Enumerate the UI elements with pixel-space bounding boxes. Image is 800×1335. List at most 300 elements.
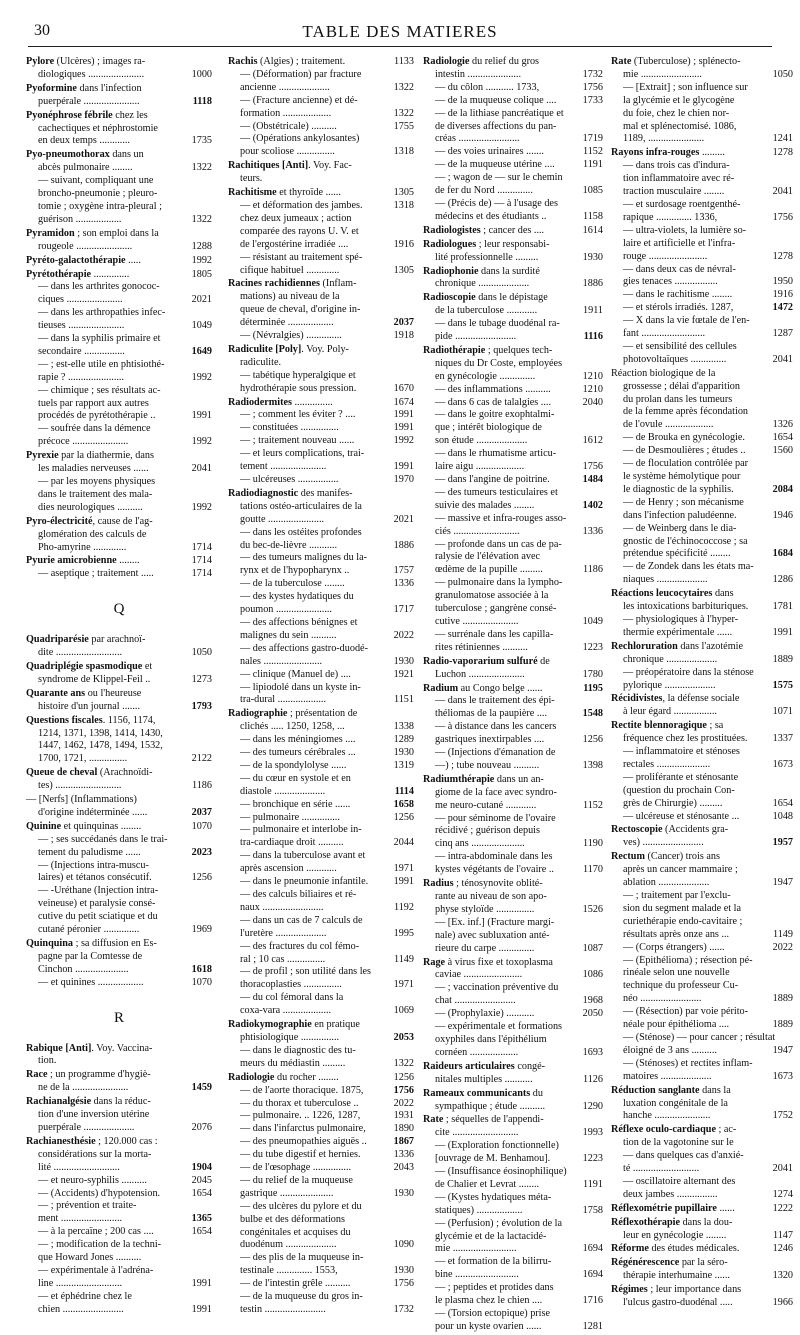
entry-text: deux jambes ................ bbox=[623, 1188, 718, 1200]
entry-text: — (Perfusion) ; évolution de la bbox=[435, 1217, 563, 1229]
index-line bbox=[228, 721, 414, 734]
index-line bbox=[611, 394, 793, 407]
entry-text: hanche ...................... bbox=[623, 1110, 711, 1122]
headword: Racines rachidiennes bbox=[228, 278, 320, 290]
entry-text: — et déformation des jambes. bbox=[240, 199, 363, 211]
entry-text: 1214, 1371, 1398, 1414, 1430, bbox=[38, 727, 163, 739]
index-line bbox=[611, 942, 793, 955]
index-entry bbox=[26, 255, 212, 268]
index-line bbox=[423, 904, 603, 917]
index-line bbox=[228, 1110, 414, 1123]
page-reference: 1957 bbox=[772, 837, 793, 849]
entry-text: — (Accidents) d'hypotension. bbox=[38, 1187, 161, 1199]
entry-text: clichés ..... 1250, 1258, ... bbox=[240, 721, 345, 733]
entry-text: — physiologiques à l'hyper- bbox=[623, 613, 739, 625]
index-line bbox=[423, 1114, 603, 1127]
index-line bbox=[228, 747, 414, 760]
headword: Quinquina bbox=[26, 938, 74, 949]
page-reference: 1256 bbox=[191, 872, 212, 884]
index-line bbox=[423, 371, 603, 384]
page-reference: 1049 bbox=[582, 615, 603, 627]
index-line bbox=[228, 656, 414, 669]
entry-text: Réflexe oculo-cardiaque ; ac- bbox=[611, 1124, 737, 1136]
page-reference: 1673 bbox=[772, 758, 793, 770]
entry-text: Rabique [Anti]. Voy. Vaccina- bbox=[26, 1042, 153, 1054]
index-line bbox=[423, 1205, 603, 1218]
entry-text: après ascension ............ bbox=[240, 863, 337, 875]
index-line bbox=[26, 1149, 212, 1162]
index-line bbox=[26, 135, 212, 148]
index-line bbox=[423, 133, 603, 146]
entry-text: — pulmonaire et interlobe in- bbox=[240, 824, 362, 836]
page-reference: 1991 bbox=[191, 410, 212, 422]
page-reference: 1719 bbox=[582, 133, 603, 145]
entry-text: — expérimentale et formations bbox=[435, 1021, 563, 1033]
index-line bbox=[611, 993, 793, 1006]
index-line bbox=[423, 292, 603, 305]
page-reference: 1950 bbox=[772, 276, 793, 288]
entry-text: Rectoscopie (Accidents gra- bbox=[611, 824, 729, 836]
entry-text: — dans le rachitisme ........ bbox=[623, 289, 733, 301]
entry-text: de diverses affections du pan- bbox=[435, 120, 557, 132]
entry-text: — (Prophylaxie) ........... bbox=[435, 1008, 535, 1020]
entry-text: — de la tuberculose ........ bbox=[240, 578, 345, 590]
entry-text: Rechloruration dans l'azotémie bbox=[611, 640, 743, 652]
entry-text: — constituées ............... bbox=[240, 422, 339, 434]
entry-text: dies neurologiques .......... bbox=[38, 501, 143, 513]
index-line bbox=[26, 740, 212, 753]
page-reference: 1971 bbox=[393, 979, 414, 991]
index-line bbox=[228, 1239, 414, 1252]
index-line bbox=[26, 1291, 212, 1304]
entry-text: Rate ; séquelles de l'appendi- bbox=[423, 1114, 544, 1126]
headword: Rachitiques [Anti] bbox=[228, 160, 309, 172]
index-entry bbox=[26, 821, 212, 937]
entry-text: Réflexométrie pupillaire ...... bbox=[611, 1202, 735, 1214]
page-reference: 1575 bbox=[772, 679, 793, 691]
index-line bbox=[228, 812, 414, 825]
index-line bbox=[228, 902, 414, 915]
entry-text: les maladies nerveuses ...... bbox=[38, 463, 149, 475]
index-line bbox=[26, 175, 212, 188]
index-line bbox=[423, 185, 603, 198]
entry-text: mie ......................... bbox=[435, 1243, 517, 1255]
entry-text: nales ....................... bbox=[240, 655, 323, 667]
entry-text: tuberculose ; gangrène consé- bbox=[435, 603, 557, 615]
entry-text: —) ; tube nouveau .......... bbox=[435, 759, 540, 771]
index-entry bbox=[423, 683, 603, 773]
entry-text: laires) et tétanos consécutif. bbox=[38, 872, 152, 884]
page-reference: 1256 bbox=[393, 811, 414, 823]
index-line bbox=[228, 239, 414, 252]
entry-text: Rachianesthésie ; 120.000 cas : bbox=[26, 1135, 158, 1147]
entry-text: traction musculaire ........ bbox=[623, 186, 725, 198]
entry-text: tement ...................... bbox=[240, 461, 327, 473]
index-line bbox=[228, 1005, 414, 1018]
index-line bbox=[26, 634, 212, 647]
page-reference: 2037 bbox=[393, 317, 414, 329]
entry-text: hydrothérapie sous pression. bbox=[240, 382, 357, 394]
entry-text: chronique .................... bbox=[435, 278, 530, 290]
index-line bbox=[228, 488, 414, 501]
headword: Réduction sanglante bbox=[611, 1084, 700, 1096]
page-reference: 1654 bbox=[772, 432, 793, 444]
page-reference: 1916 bbox=[393, 238, 414, 250]
entry-text: Radius ; ténosynovite oblité- bbox=[423, 878, 543, 890]
index-line bbox=[423, 995, 603, 1008]
index-line bbox=[423, 409, 603, 422]
index-line bbox=[423, 1061, 603, 1074]
page-reference: 1756 bbox=[582, 461, 603, 473]
index-line bbox=[26, 123, 212, 136]
index-line bbox=[228, 146, 414, 159]
entry-text: l'uretère .................... bbox=[240, 927, 327, 939]
index-line bbox=[26, 450, 212, 463]
index-line bbox=[423, 121, 603, 134]
entry-text: — ; prévention et traite- bbox=[38, 1200, 137, 1212]
index-line bbox=[26, 1213, 212, 1226]
page-reference: 1210 bbox=[582, 370, 603, 382]
entry-text: — dans les méningiomes .... bbox=[240, 734, 356, 746]
index-line bbox=[611, 890, 793, 903]
entry-text: congénitales et acquises du bbox=[240, 1226, 351, 1238]
index-line bbox=[228, 552, 414, 565]
headword: Radiologie bbox=[423, 56, 470, 67]
index-line bbox=[423, 384, 603, 397]
index-line bbox=[423, 1101, 603, 1114]
entry-text: histoire d'un journal ....... bbox=[38, 700, 140, 712]
index-line bbox=[26, 162, 212, 175]
index-line bbox=[611, 264, 793, 277]
entry-text: — pulmonaire dans la lympho- bbox=[435, 577, 563, 589]
page-reference: 1191 bbox=[583, 1178, 603, 1190]
entry-text: pour un kyste ovarien ...... bbox=[435, 1320, 542, 1332]
page-reference: 1336 bbox=[582, 525, 603, 537]
index-line bbox=[423, 656, 603, 669]
page-reference: 2045 bbox=[191, 1174, 212, 1186]
page-reference: 1289 bbox=[393, 734, 414, 746]
page-reference: 1946 bbox=[772, 509, 793, 521]
index-line bbox=[26, 372, 212, 385]
index-line bbox=[26, 1175, 212, 1188]
entry-text: — de la muqueuse colique .... bbox=[435, 94, 557, 106]
index-line bbox=[611, 328, 793, 341]
headword: Radiologistes bbox=[423, 224, 481, 236]
index-entry bbox=[611, 641, 793, 693]
headword: Radiologie bbox=[228, 1071, 275, 1083]
index-line bbox=[423, 1231, 603, 1244]
entry-text: — dans le rhumatisme articu- bbox=[435, 448, 557, 460]
entry-text: dans le traitement des mala- bbox=[38, 488, 153, 500]
entry-text: que Howard Jones .......... bbox=[38, 1252, 142, 1264]
entry-text: — des inflammations .......... bbox=[435, 383, 551, 395]
entry-text: tion inflammatoire avec ré- bbox=[623, 173, 735, 185]
entry-text: — oscillatoire alternant des bbox=[623, 1175, 736, 1187]
page-reference: 1758 bbox=[582, 1204, 603, 1216]
entry-text: — dans l'infarctus pulmonaire, bbox=[240, 1123, 366, 1135]
entry-text: veineuse) et paralysie consé- bbox=[38, 898, 156, 910]
entry-text: pagne par la Comtesse de bbox=[38, 950, 143, 962]
index-line bbox=[228, 966, 414, 979]
entry-text: — et stérols irradiés. 1287, bbox=[623, 302, 734, 314]
entry-text: — ; vaccination préventive du bbox=[435, 982, 559, 994]
index-line bbox=[26, 885, 212, 898]
entry-text: éloigné de 3 ans .......... bbox=[623, 1044, 717, 1056]
page-reference: 1918 bbox=[393, 330, 414, 342]
entry-text: — (Sténoses) et rectites inflam- bbox=[623, 1057, 753, 1069]
entry-text: — (Opérations ankylosantes) bbox=[240, 133, 360, 145]
index-line bbox=[228, 734, 414, 747]
index-line bbox=[228, 357, 414, 370]
index-line bbox=[26, 385, 212, 398]
index-line bbox=[26, 201, 212, 214]
index-line bbox=[611, 1176, 793, 1189]
index-line bbox=[228, 876, 414, 889]
headword: Rectum bbox=[611, 851, 645, 863]
index-line bbox=[26, 977, 212, 990]
entry-text: Radiculite [Poly]. Voy. Poly- bbox=[228, 343, 349, 355]
entry-text: — dans quelques cas d'anxié- bbox=[623, 1150, 744, 1162]
index-line bbox=[26, 542, 212, 555]
index-line bbox=[26, 1055, 212, 1068]
entry-text: (question du prochain Con- bbox=[623, 784, 735, 796]
headword: Radiodiagnostic bbox=[228, 487, 299, 499]
entry-text: Radiodiagnostic des manifes- bbox=[228, 487, 353, 499]
index-line bbox=[423, 1192, 603, 1205]
entry-text: — chimique ; ses résultats ac- bbox=[38, 384, 161, 396]
index-line bbox=[611, 955, 793, 968]
entry-text: Queue de cheval (Arachnoïdi- bbox=[26, 767, 153, 779]
entry-text: — ; traitement par l'exclu- bbox=[623, 890, 731, 901]
entry-text: — préopératoire dans la sténose bbox=[623, 666, 754, 678]
index-entry bbox=[26, 1069, 212, 1095]
index-line bbox=[423, 266, 603, 279]
index-line bbox=[423, 500, 603, 513]
index-line bbox=[228, 108, 414, 121]
index-line bbox=[423, 878, 603, 891]
page-reference: 1993 bbox=[582, 1127, 603, 1139]
entry-text: — intra-abdominale dans les bbox=[435, 851, 553, 863]
index-line bbox=[228, 448, 414, 461]
entry-text: Radiologie du relief du gros bbox=[423, 56, 540, 67]
index-line bbox=[423, 629, 603, 642]
index-line bbox=[228, 1214, 414, 1227]
entry-text: Radiophonie dans la surdité bbox=[423, 265, 540, 277]
headword: Quinine bbox=[26, 820, 62, 832]
entry-text: fréquence chez les prostituées. bbox=[623, 733, 748, 745]
entry-text: — des calculs biliaires et ré- bbox=[240, 889, 357, 900]
page-reference: 1654 bbox=[772, 797, 793, 809]
page-reference: 1126 bbox=[583, 1073, 603, 1085]
page-reference: 1210 bbox=[582, 383, 603, 395]
index-line bbox=[611, 693, 793, 706]
index-line bbox=[228, 383, 414, 396]
page-reference: 1793 bbox=[191, 700, 212, 712]
entry-text: rieure du carpe .............. bbox=[435, 942, 535, 954]
index-line bbox=[423, 146, 603, 159]
index-line bbox=[423, 642, 603, 655]
entry-text: physe styloïde ............... bbox=[435, 903, 535, 915]
entry-text: naux ........................ bbox=[240, 901, 324, 913]
index-line bbox=[228, 461, 414, 474]
index-line bbox=[611, 341, 793, 354]
entry-text: de Chalier et Levrat ........ bbox=[435, 1178, 540, 1190]
entry-text: Luchon ...................... bbox=[435, 668, 525, 680]
page-reference: 1322 bbox=[393, 1057, 414, 1069]
entry-text: cifique habituel ............. bbox=[240, 264, 340, 276]
index-line bbox=[26, 69, 212, 82]
index-line bbox=[423, 1295, 603, 1308]
entry-text: — et surdosage roentgenthé- bbox=[623, 198, 741, 210]
page-reference: 1717 bbox=[393, 604, 414, 616]
entry-text: tes) .......................... bbox=[38, 780, 122, 792]
entry-text: grossesse ; délai d'apparition bbox=[623, 380, 740, 392]
page-reference: 1318 bbox=[393, 146, 414, 158]
headword: Rate bbox=[611, 56, 632, 67]
index-entry bbox=[423, 1088, 603, 1114]
index-line bbox=[228, 56, 414, 69]
index-line bbox=[26, 951, 212, 964]
page-reference: 1149 bbox=[394, 953, 414, 965]
entry-text: nale) avec subluxation anté- bbox=[435, 929, 550, 941]
page-reference: 1781 bbox=[772, 601, 793, 613]
index-line bbox=[423, 448, 603, 461]
entry-text: — (Résection) par voie périto- bbox=[623, 1006, 749, 1018]
index-line bbox=[611, 484, 793, 497]
index-line bbox=[611, 381, 793, 394]
entry-text: — du relief de la muqueuse bbox=[240, 1174, 353, 1186]
index-entry bbox=[611, 147, 793, 366]
index-line bbox=[423, 669, 603, 682]
entry-text: prétendue spécificité ........ bbox=[623, 548, 731, 560]
index-line bbox=[228, 591, 414, 604]
page-reference: 1674 bbox=[393, 396, 414, 408]
page-reference: 2040 bbox=[582, 396, 603, 408]
entry-text: rapique .............. 1336, bbox=[623, 211, 718, 223]
index-line bbox=[423, 1179, 603, 1192]
page-reference: 1991 bbox=[772, 626, 793, 638]
page-reference: 1991 bbox=[393, 409, 414, 421]
page-reference: 2053 bbox=[393, 1031, 414, 1043]
page-reference: 1069 bbox=[393, 1005, 414, 1017]
headword: Pylore bbox=[26, 56, 55, 67]
index-line bbox=[611, 1058, 793, 1071]
index-line bbox=[228, 95, 414, 108]
entry-text: — de Weinberg dans le dia- bbox=[623, 522, 737, 534]
index-line bbox=[611, 212, 793, 225]
page-reference: 1756 bbox=[393, 1278, 414, 1290]
index-line bbox=[26, 307, 212, 320]
index-line bbox=[228, 173, 414, 186]
index-line bbox=[611, 1032, 793, 1045]
entry-text: Radiologues ; leur responsabi- bbox=[423, 238, 550, 250]
index-line bbox=[423, 435, 603, 448]
entry-text: — de l'aorte thoracique. 1875, bbox=[240, 1084, 364, 1096]
index-entry bbox=[423, 225, 603, 238]
headword: Radiographie bbox=[228, 708, 288, 720]
index-line bbox=[423, 95, 603, 108]
page-reference: 1278 bbox=[772, 147, 793, 159]
entry-text: Cinchon ..................... bbox=[38, 963, 129, 975]
page-reference: 2084 bbox=[772, 483, 793, 495]
index-line bbox=[423, 800, 603, 813]
entry-text: — pulmonaire. .. 1226, 1287, bbox=[240, 1110, 361, 1122]
page-reference: 1526 bbox=[582, 903, 603, 915]
headword: Pyrexie bbox=[26, 450, 59, 462]
entry-text: Rachitiques [Anti]. Voy. Fac- bbox=[228, 160, 352, 172]
entry-text: niques du Dr Coste, employées bbox=[435, 357, 563, 369]
index-line bbox=[611, 706, 793, 719]
page-reference: 1223 bbox=[582, 641, 603, 653]
index-line bbox=[26, 834, 212, 847]
headword: Rectoscopie bbox=[611, 824, 663, 836]
index-line bbox=[228, 565, 414, 578]
entry-text: — (Déformation) par fracture bbox=[240, 68, 362, 80]
index-line bbox=[423, 397, 603, 410]
index-line bbox=[611, 967, 793, 980]
page-reference: 1992 bbox=[191, 501, 212, 513]
page-reference: 1337 bbox=[772, 733, 793, 745]
index-line bbox=[228, 1085, 414, 1098]
index-entry bbox=[228, 56, 414, 159]
page-reference: 1070 bbox=[191, 820, 212, 832]
index-line bbox=[228, 578, 414, 591]
headword: Rachianesthésie bbox=[26, 1135, 96, 1147]
entry-text: — dans 6 cas de talalgies .... bbox=[435, 396, 551, 408]
index-line bbox=[611, 238, 793, 251]
entry-text: Quadriparésie par arachnoï- bbox=[26, 634, 146, 646]
index-line bbox=[26, 436, 212, 449]
index-entry bbox=[423, 239, 603, 265]
page-reference: 1992 bbox=[191, 254, 212, 266]
index-line bbox=[611, 1230, 793, 1243]
entry-text: — ulcéreuse et sténosante ... bbox=[623, 810, 740, 822]
index-line bbox=[26, 1265, 212, 1278]
entry-text: — (Fracture ancienne) et dé- bbox=[240, 94, 358, 106]
entry-text: caviae ....................... bbox=[435, 969, 523, 981]
index-entry bbox=[26, 110, 212, 149]
index-line bbox=[611, 1189, 793, 1202]
index-line bbox=[26, 938, 212, 951]
index-line bbox=[26, 898, 212, 911]
index-line bbox=[611, 641, 793, 654]
index-line bbox=[26, 674, 212, 687]
index-entry bbox=[611, 824, 793, 850]
index-line bbox=[228, 941, 414, 954]
index-line bbox=[26, 281, 212, 294]
entry-text: meurs du médiastin ......... bbox=[240, 1057, 346, 1069]
index-entry bbox=[611, 1203, 793, 1216]
entry-text: — et quinines .................. bbox=[38, 976, 144, 988]
entry-text: ancienne .................... bbox=[240, 81, 330, 93]
index-line bbox=[26, 701, 212, 714]
headword: Réflexométrie pupillaire bbox=[611, 1202, 717, 1214]
page-reference: 1889 bbox=[772, 1019, 793, 1031]
headword: Régénérescence bbox=[611, 1257, 680, 1269]
page-reference: 1305 bbox=[393, 264, 414, 276]
entry-text: Rectite blennoragique ; sa bbox=[611, 720, 724, 732]
page-reference: 1326 bbox=[772, 419, 793, 431]
page-reference: 1757 bbox=[393, 565, 414, 577]
headword: Pyonéphrose fébrile bbox=[26, 109, 113, 121]
index-line bbox=[228, 786, 414, 799]
index-entry bbox=[228, 278, 414, 343]
index-line bbox=[423, 487, 603, 500]
page-reference: 1991 bbox=[191, 1277, 212, 1289]
index-line bbox=[611, 1137, 793, 1150]
entry-text: ne de la ...................... bbox=[38, 1082, 129, 1094]
entry-text: — massive et infra-rouges asso- bbox=[435, 512, 567, 524]
